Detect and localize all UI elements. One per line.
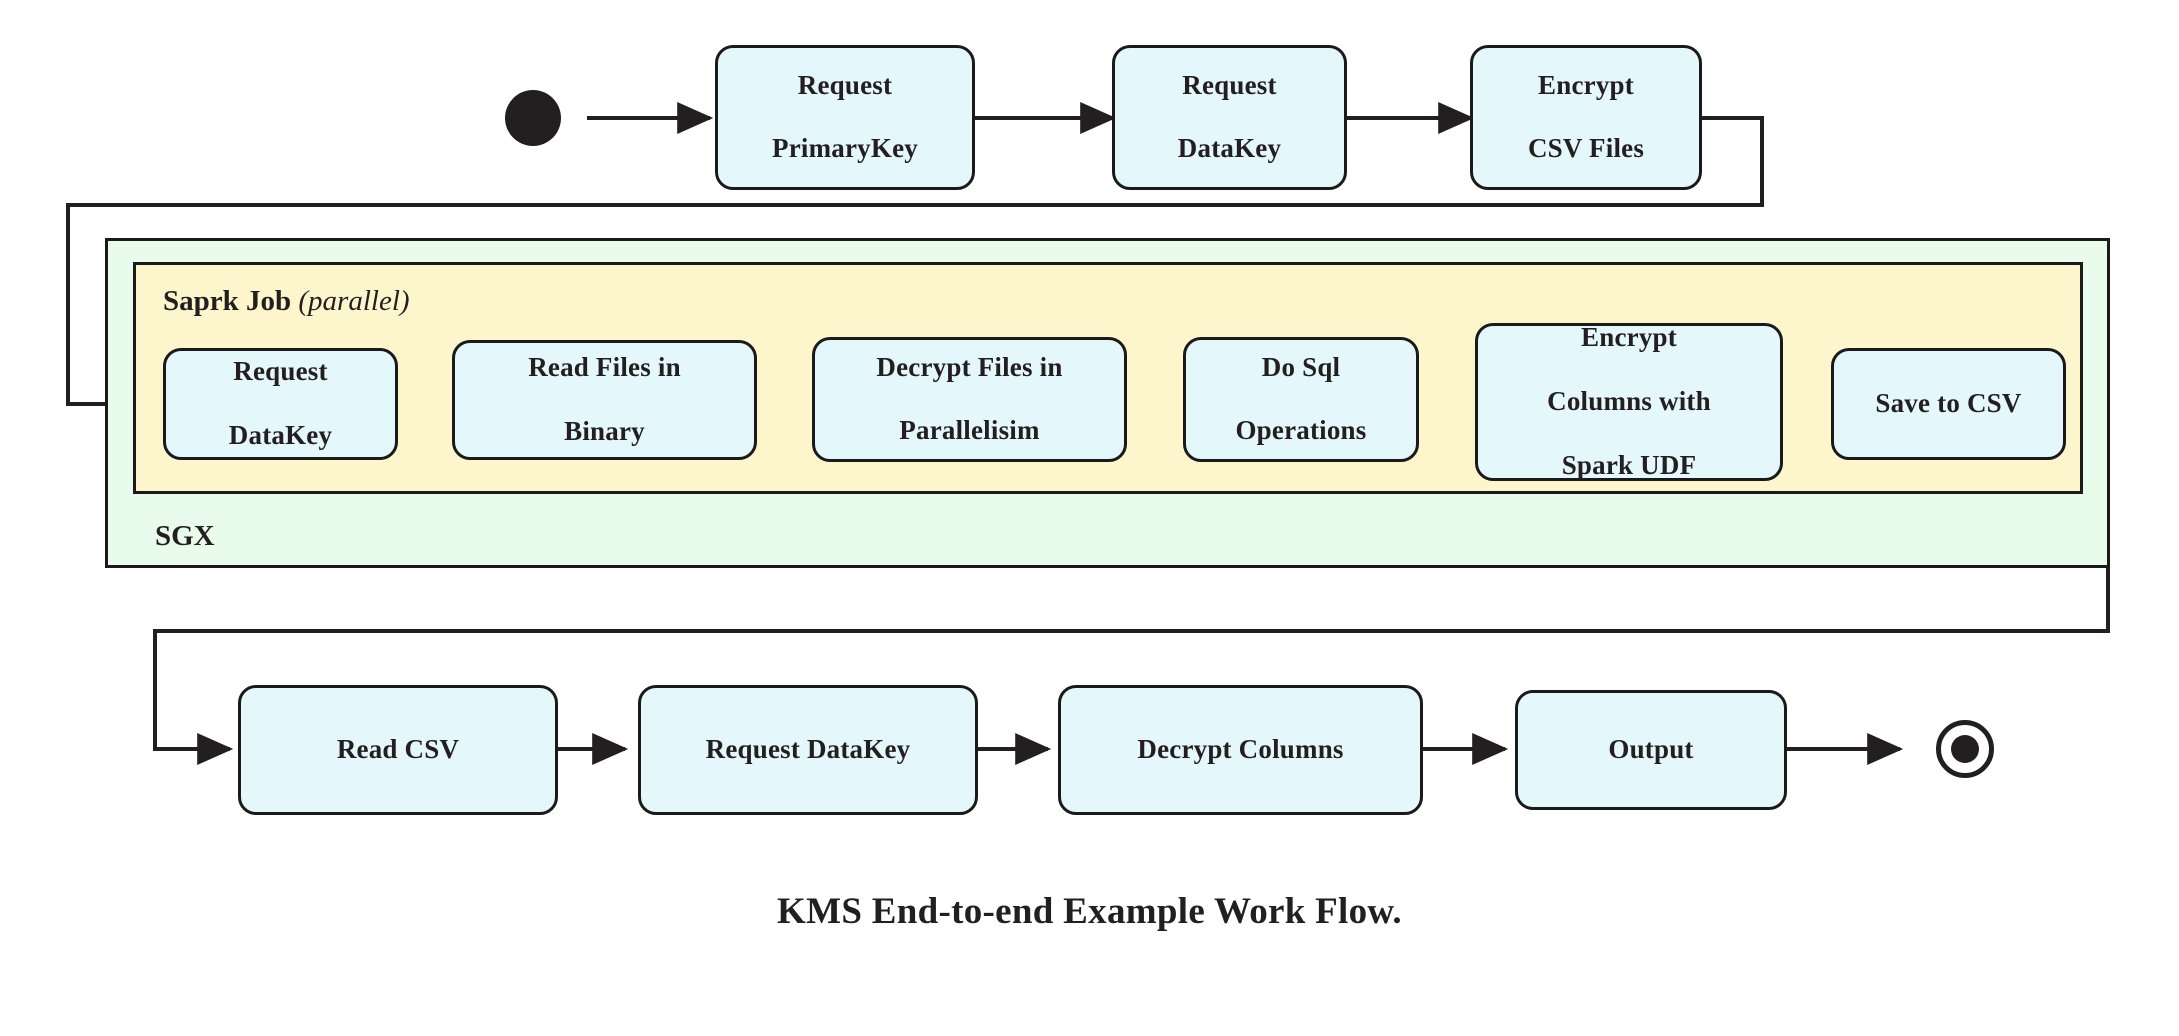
node-request-datakey-output[interactable]: [638, 685, 978, 815]
node-read-csv[interactable]: [238, 685, 558, 815]
node-save-to-csv[interactable]: [1831, 348, 2066, 460]
node-request-datakey[interactable]: [1112, 45, 1347, 190]
node-label: Request DataKey: [228, 356, 333, 450]
node-label: Read CSV: [336, 734, 460, 765]
node-label: Encrypt Columns with Spark UDF: [1547, 322, 1711, 480]
node-decrypt-files-in-parallelisim[interactable]: [812, 337, 1127, 462]
start-node: [505, 90, 561, 146]
node-request-primarykey[interactable]: [715, 45, 975, 190]
node-output[interactable]: [1515, 690, 1787, 810]
node-decrypt-columns[interactable]: [1058, 685, 1423, 815]
node-do-sql-operations[interactable]: [1183, 337, 1419, 462]
group-spark-job-label: Saprk Job (parallel): [163, 285, 410, 317]
diagram-caption: KMS End-to-end Example Work Flow.: [777, 891, 1402, 932]
node-label: Do Sql Operations: [1235, 351, 1367, 446]
node-label: Decrypt Columns: [1137, 734, 1344, 765]
node-read-files-in-binary[interactable]: [452, 340, 757, 460]
node-label: Request PrimaryKey: [772, 69, 918, 164]
node-encrypt-columns-with-spark-udf[interactable]: [1475, 323, 1783, 481]
node-request-datakey-spark[interactable]: [163, 348, 398, 460]
node-label: Request DataKey: [1177, 69, 1282, 164]
node-label: Save to CSV: [1875, 388, 2022, 419]
end-node: [1936, 720, 1994, 778]
node-label: Output: [1608, 734, 1694, 765]
node-encrypt-csv-files[interactable]: [1470, 45, 1702, 190]
node-label: Request DataKey: [705, 734, 911, 765]
group-sgx-label: SGX: [155, 520, 215, 552]
node-label: Decrypt Files in Parallelisim: [876, 351, 1063, 446]
node-label: Encrypt CSV Files: [1527, 69, 1645, 164]
node-label: Read Files in Binary: [528, 352, 681, 446]
